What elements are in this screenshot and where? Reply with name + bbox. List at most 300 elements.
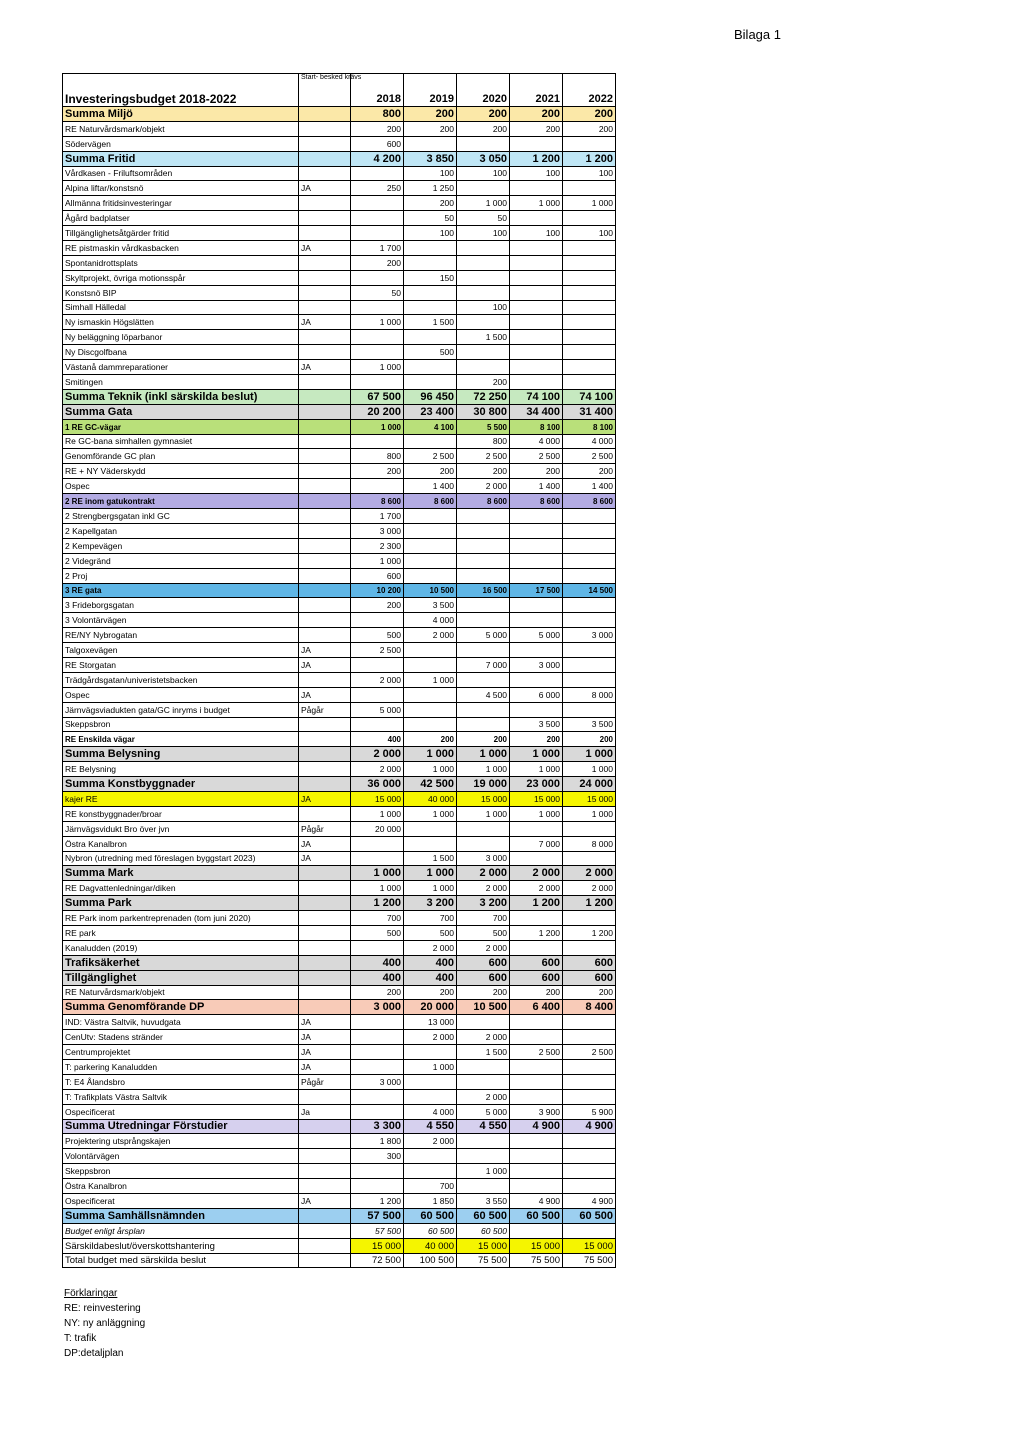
- row-label: Talgoxevägen: [63, 643, 299, 658]
- value-cell: 15 000: [351, 1238, 404, 1253]
- value-cell: [510, 613, 563, 628]
- value-cell: 2 500: [510, 1045, 563, 1060]
- value-cell: 1 000: [351, 315, 404, 330]
- row-label: RE Naturvårdsmark/objekt: [63, 985, 299, 1000]
- subtotal-row: [63, 419, 616, 434]
- start-required-cell: [299, 464, 351, 479]
- start-required-cell: [299, 866, 351, 881]
- table-row: [63, 464, 616, 479]
- value-cell: [351, 717, 404, 732]
- table-row: [63, 1030, 616, 1045]
- value-cell: 100: [510, 166, 563, 181]
- summary-row: [63, 404, 616, 419]
- value-cell: 200: [457, 464, 510, 479]
- row-label: T: parkering Kanaludden: [63, 1060, 299, 1075]
- value-cell: 4 200: [351, 151, 404, 166]
- start-required-cell: Ja: [299, 1104, 351, 1119]
- table-row: [63, 553, 616, 568]
- row-label: Ospecificerat: [63, 1194, 299, 1209]
- value-cell: [563, 523, 616, 538]
- value-cell: 500: [457, 925, 510, 940]
- value-cell: 1 000: [404, 672, 457, 687]
- value-cell: 2 000: [457, 1089, 510, 1104]
- value-cell: 3 000: [351, 1000, 404, 1015]
- start-required-cell: [299, 270, 351, 285]
- value-cell: [404, 523, 457, 538]
- row-label: RE/NY Nybrogatan: [63, 628, 299, 643]
- value-cell: 6 000: [510, 687, 563, 702]
- value-cell: [457, 136, 510, 151]
- value-cell: [563, 1179, 616, 1194]
- value-cell: 31 400: [563, 404, 616, 419]
- row-label: Projektering utsprångskajen: [63, 1134, 299, 1149]
- start-required-cell: [299, 404, 351, 419]
- start-required-cell: JA: [299, 836, 351, 851]
- budget-table: [62, 73, 616, 1268]
- table-row: [63, 657, 616, 672]
- value-cell: [457, 821, 510, 836]
- value-cell: 2 500: [457, 449, 510, 464]
- table-row: [63, 330, 616, 345]
- value-cell: 700: [404, 1179, 457, 1194]
- year-header: 2022: [563, 74, 616, 107]
- legend-item: DP:detaljplan: [64, 1348, 124, 1359]
- value-cell: [510, 940, 563, 955]
- value-cell: 3 050: [457, 151, 510, 166]
- row-label: RE Storgatan: [63, 657, 299, 672]
- row-label: Ospec: [63, 479, 299, 494]
- row-label: Total budget med särskilda beslut: [63, 1253, 299, 1268]
- start-required-cell: [299, 613, 351, 628]
- table-row: [63, 628, 616, 643]
- table-row: [63, 538, 616, 553]
- row-label: Trafiksäkerhet: [63, 955, 299, 970]
- value-cell: 1 200: [510, 151, 563, 166]
- start-required-cell: [299, 419, 351, 434]
- value-cell: 200: [510, 107, 563, 122]
- value-cell: 3 200: [457, 896, 510, 911]
- value-cell: 2 000: [457, 940, 510, 955]
- row-label: Simhall Hälledal: [63, 300, 299, 315]
- value-cell: 10 200: [351, 583, 404, 598]
- start-required-cell: [299, 1119, 351, 1134]
- value-cell: [351, 851, 404, 866]
- table-row: [63, 166, 616, 181]
- value-cell: [457, 270, 510, 285]
- row-label: Summa Park: [63, 896, 299, 911]
- value-cell: [457, 1060, 510, 1075]
- value-cell: 4 900: [563, 1194, 616, 1209]
- start-required-cell: [299, 717, 351, 732]
- value-cell: [457, 568, 510, 583]
- start-required-cell: [299, 1208, 351, 1223]
- value-cell: [351, 1179, 404, 1194]
- start-required-cell: [299, 538, 351, 553]
- value-cell: [563, 568, 616, 583]
- start-required-cell: [299, 330, 351, 345]
- value-cell: [404, 136, 457, 151]
- row-label: 2 Kempevägen: [63, 538, 299, 553]
- value-cell: [457, 255, 510, 270]
- value-cell: [457, 181, 510, 196]
- table-row: [63, 449, 616, 464]
- value-cell: [563, 300, 616, 315]
- value-cell: 15 000: [563, 1238, 616, 1253]
- start-required-cell: [299, 151, 351, 166]
- summary-row: [63, 970, 616, 985]
- start-required-cell: [299, 806, 351, 821]
- value-cell: [404, 360, 457, 375]
- start-required-cell: [299, 1223, 351, 1238]
- value-cell: [563, 509, 616, 524]
- value-cell: [404, 717, 457, 732]
- value-cell: 1 200: [510, 925, 563, 940]
- row-label: 2 RE inom gatukontrakt: [63, 494, 299, 509]
- summary-row: [63, 389, 616, 404]
- value-cell: 8 400: [563, 1000, 616, 1015]
- row-label: Skyltprojekt, övriga motionsspår: [63, 270, 299, 285]
- value-cell: [404, 330, 457, 345]
- table-row: [63, 211, 616, 226]
- start-required-cell: [299, 955, 351, 970]
- value-cell: 2 000: [351, 762, 404, 777]
- value-cell: [351, 345, 404, 360]
- value-cell: 6 400: [510, 1000, 563, 1015]
- value-cell: 500: [404, 925, 457, 940]
- value-cell: [457, 1134, 510, 1149]
- start-required-cell: [299, 1238, 351, 1253]
- value-cell: 1 850: [404, 1194, 457, 1209]
- legend: [64, 1286, 145, 1361]
- table-row: [63, 821, 616, 836]
- start-required-cell: JA: [299, 687, 351, 702]
- start-required-cell: Pågår: [299, 702, 351, 717]
- table-row: [63, 121, 616, 136]
- row-label: RE konstbyggnader/broar: [63, 806, 299, 821]
- start-required-cell: Pågår: [299, 1074, 351, 1089]
- value-cell: [457, 241, 510, 256]
- value-cell: [457, 285, 510, 300]
- value-cell: 10 500: [404, 583, 457, 598]
- start-required-cell: JA: [299, 657, 351, 672]
- value-cell: 1 000: [563, 806, 616, 821]
- table-row: [63, 345, 616, 360]
- row-label: Särskildabeslut/överskottshantering: [63, 1238, 299, 1253]
- value-cell: 1 250: [404, 181, 457, 196]
- value-cell: 2 000: [563, 866, 616, 881]
- table-header-row: [63, 74, 616, 107]
- row-label: Summa Utredningar Förstudier: [63, 1119, 299, 1134]
- value-cell: 19 000: [457, 777, 510, 792]
- row-label: Volontärvägen: [63, 1149, 299, 1164]
- value-cell: [510, 1134, 563, 1149]
- value-cell: [563, 702, 616, 717]
- value-cell: [563, 375, 616, 390]
- value-cell: [457, 553, 510, 568]
- table-row: [63, 717, 616, 732]
- table-row: [63, 300, 616, 315]
- value-cell: [351, 166, 404, 181]
- value-cell: 1 000: [404, 762, 457, 777]
- summary-row: [63, 896, 616, 911]
- value-cell: 42 500: [404, 777, 457, 792]
- start-required-cell: [299, 211, 351, 226]
- row-label: Tillgänglighet: [63, 970, 299, 985]
- value-cell: 30 800: [457, 404, 510, 419]
- value-cell: 150: [404, 270, 457, 285]
- value-cell: 1 000: [563, 196, 616, 211]
- value-cell: [510, 509, 563, 524]
- value-cell: [510, 851, 563, 866]
- value-cell: 8 600: [351, 494, 404, 509]
- value-cell: 34 400: [510, 404, 563, 419]
- value-cell: 1 700: [351, 509, 404, 524]
- value-cell: [457, 1179, 510, 1194]
- value-cell: 1 200: [563, 896, 616, 911]
- start-required-cell: [299, 166, 351, 181]
- start-required-cell: [299, 1149, 351, 1164]
- value-cell: 5 000: [457, 1104, 510, 1119]
- value-cell: [351, 1060, 404, 1075]
- value-cell: 75 500: [510, 1253, 563, 1268]
- start-required-cell: [299, 389, 351, 404]
- value-cell: 2 000: [457, 866, 510, 881]
- row-label: RE Park inom parkentreprenaden (tom juni 2020): [63, 911, 299, 926]
- row-label: Ospec: [63, 687, 299, 702]
- value-cell: [510, 568, 563, 583]
- value-cell: [404, 568, 457, 583]
- value-cell: 17 500: [510, 583, 563, 598]
- row-label: Summa Miljö: [63, 107, 299, 122]
- start-required-cell: JA: [299, 315, 351, 330]
- value-cell: 3 000: [351, 1074, 404, 1089]
- value-cell: 1 000: [404, 747, 457, 762]
- value-cell: [351, 1164, 404, 1179]
- value-cell: [457, 1149, 510, 1164]
- start-required-cell: JA: [299, 1030, 351, 1045]
- start-required-cell: [299, 107, 351, 122]
- value-cell: 1 000: [351, 553, 404, 568]
- value-cell: 1 200: [510, 896, 563, 911]
- value-cell: 2 000: [563, 881, 616, 896]
- value-cell: 100: [404, 166, 457, 181]
- value-cell: 50: [351, 285, 404, 300]
- start-required-cell: [299, 136, 351, 151]
- row-label: kajer RE: [63, 791, 299, 806]
- value-cell: [510, 375, 563, 390]
- value-cell: [351, 479, 404, 494]
- value-cell: 3 550: [457, 1194, 510, 1209]
- value-cell: 60 500: [457, 1208, 510, 1223]
- start-required-cell: [299, 881, 351, 896]
- table-row: [63, 270, 616, 285]
- value-cell: 36 000: [351, 777, 404, 792]
- value-cell: [457, 613, 510, 628]
- value-cell: 2 000: [510, 881, 563, 896]
- value-cell: [351, 1089, 404, 1104]
- value-cell: 700: [404, 911, 457, 926]
- value-cell: 1 400: [510, 479, 563, 494]
- value-cell: 3 000: [457, 851, 510, 866]
- value-cell: 1 000: [457, 762, 510, 777]
- value-cell: [563, 1015, 616, 1030]
- value-cell: 100: [563, 166, 616, 181]
- table-row: [63, 1015, 616, 1030]
- value-cell: [510, 300, 563, 315]
- value-cell: 700: [457, 911, 510, 926]
- legend-item: RE: reinvestering: [64, 1303, 141, 1314]
- value-cell: 100: [563, 226, 616, 241]
- table-row: [63, 1089, 616, 1104]
- start-required-cell: [299, 583, 351, 598]
- value-cell: [351, 211, 404, 226]
- row-label: Tillgänglighetsåtgärder fritid: [63, 226, 299, 241]
- start-required-cell: [299, 449, 351, 464]
- value-cell: 40 000: [404, 791, 457, 806]
- value-cell: 200: [563, 107, 616, 122]
- value-cell: 1 000: [404, 866, 457, 881]
- start-required-cell: [299, 375, 351, 390]
- row-label: Re GC-bana simhallen gymnasiet: [63, 434, 299, 449]
- row-label: 2 Videgränd: [63, 553, 299, 568]
- table-row: [63, 241, 616, 256]
- value-cell: 2 000: [351, 747, 404, 762]
- value-cell: [457, 315, 510, 330]
- table-row: [63, 196, 616, 211]
- value-cell: 15 000: [457, 791, 510, 806]
- row-label: Skeppsbron: [63, 717, 299, 732]
- value-cell: [404, 509, 457, 524]
- value-cell: [457, 643, 510, 658]
- value-cell: [351, 196, 404, 211]
- value-cell: 4 000: [510, 434, 563, 449]
- value-cell: 200: [510, 732, 563, 747]
- summary-row: [63, 151, 616, 166]
- value-cell: [510, 1149, 563, 1164]
- table-row: [63, 1074, 616, 1089]
- value-cell: [563, 241, 616, 256]
- start-required-cell: [299, 911, 351, 926]
- value-cell: 1 700: [351, 241, 404, 256]
- row-label: 3 RE gata: [63, 583, 299, 598]
- value-cell: 600: [457, 970, 510, 985]
- row-label: Summa Teknik (inkl särskilda beslut): [63, 389, 299, 404]
- value-cell: [510, 1223, 563, 1238]
- summary-row: [63, 1208, 616, 1223]
- start-required-cell: [299, 509, 351, 524]
- value-cell: 74 100: [563, 389, 616, 404]
- value-cell: 1 000: [351, 419, 404, 434]
- value-cell: 50: [457, 211, 510, 226]
- value-cell: [563, 270, 616, 285]
- value-cell: 2 500: [404, 449, 457, 464]
- value-cell: 600: [351, 136, 404, 151]
- row-label: Ny Discgolfbana: [63, 345, 299, 360]
- value-cell: [404, 821, 457, 836]
- year-header: 2018: [351, 74, 404, 107]
- value-cell: [404, 1074, 457, 1089]
- value-cell: 3 900: [510, 1104, 563, 1119]
- value-cell: [563, 643, 616, 658]
- row-label: Ny beläggning löparbanor: [63, 330, 299, 345]
- value-cell: 1 000: [404, 1060, 457, 1075]
- table-row: [63, 1179, 616, 1194]
- value-cell: [510, 643, 563, 658]
- value-cell: 7 000: [457, 657, 510, 672]
- start-required-cell: [299, 940, 351, 955]
- value-cell: 14 500: [563, 583, 616, 598]
- row-label: Trädgårdsgatan/univeristetsbacken: [63, 672, 299, 687]
- value-cell: 200: [563, 121, 616, 136]
- table-row: [63, 136, 616, 151]
- table-row: [63, 687, 616, 702]
- row-label: 1 RE GC-vägar: [63, 419, 299, 434]
- value-cell: 200: [351, 255, 404, 270]
- value-cell: 200: [404, 464, 457, 479]
- row-label: CenUtv: Stadens stränder: [63, 1030, 299, 1045]
- value-cell: [563, 315, 616, 330]
- value-cell: 40 000: [404, 1238, 457, 1253]
- value-cell: [510, 345, 563, 360]
- value-cell: 1 000: [457, 806, 510, 821]
- value-cell: [457, 672, 510, 687]
- value-cell: 4 100: [404, 419, 457, 434]
- table-row: [63, 613, 616, 628]
- value-cell: [457, 598, 510, 613]
- row-label: Ny ismaskin Högslätten: [63, 315, 299, 330]
- value-cell: 1 000: [351, 881, 404, 896]
- value-cell: [510, 270, 563, 285]
- value-cell: 8 600: [563, 494, 616, 509]
- table-row: [63, 836, 616, 851]
- value-cell: [510, 702, 563, 717]
- value-cell: [457, 717, 510, 732]
- value-cell: 72 500: [351, 1253, 404, 1268]
- value-cell: 60 500: [510, 1208, 563, 1223]
- row-label: Summa Fritid: [63, 151, 299, 166]
- table-row: [63, 1164, 616, 1179]
- row-label: RE Enskilda vägar: [63, 732, 299, 747]
- value-cell: [563, 345, 616, 360]
- row-label: Järnvägsvidukt Bro över jvn: [63, 821, 299, 836]
- value-cell: 4 000: [404, 1104, 457, 1119]
- start-required-cell: [299, 255, 351, 270]
- row-label: Vårdkasen - Friluftsområden: [63, 166, 299, 181]
- value-cell: [510, 285, 563, 300]
- row-label: Centrumprojektet: [63, 1045, 299, 1060]
- value-cell: [510, 255, 563, 270]
- value-cell: 100 500: [404, 1253, 457, 1268]
- start-required-cell: [299, 479, 351, 494]
- value-cell: 20 200: [351, 404, 404, 419]
- row-label: Västanå dammreparationer: [63, 360, 299, 375]
- value-cell: [510, 1030, 563, 1045]
- value-cell: 400: [404, 970, 457, 985]
- start-required-cell: JA: [299, 360, 351, 375]
- value-cell: 4 000: [563, 434, 616, 449]
- value-cell: [404, 1089, 457, 1104]
- value-cell: 200: [351, 985, 404, 1000]
- value-cell: 2 000: [404, 940, 457, 955]
- value-cell: [404, 300, 457, 315]
- start-required-cell: [299, 285, 351, 300]
- row-label: 3 Frideborgsgatan: [63, 598, 299, 613]
- value-cell: 1 500: [457, 1045, 510, 1060]
- row-label: 2 Strengbergsgatan inkl GC: [63, 509, 299, 524]
- start-required-cell: [299, 896, 351, 911]
- subtotal-row: [63, 732, 616, 747]
- value-cell: [457, 345, 510, 360]
